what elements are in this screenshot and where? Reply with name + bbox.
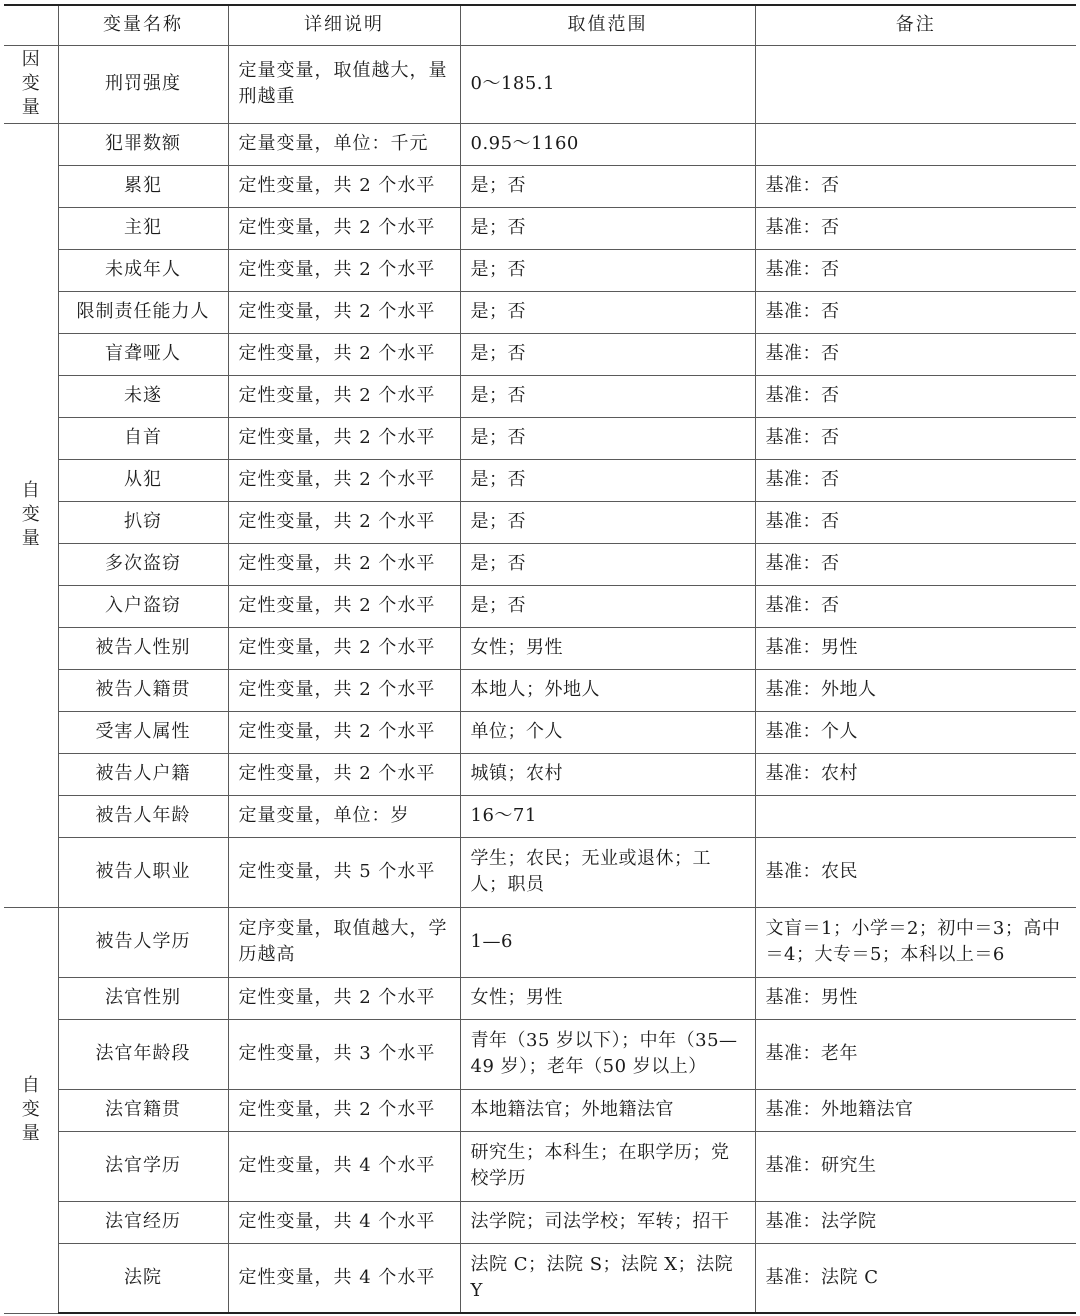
remarks-cell: 基准：男性: [755, 627, 1076, 669]
table-row: [4, 417, 1076, 459]
description-cell: 定性变量，共 2 个水平: [228, 375, 460, 417]
variable-name-cell: 法官学历: [58, 1131, 228, 1201]
description-cell: 定性变量，共 4 个水平: [228, 1131, 460, 1201]
value-range-cell: 女性；男性: [460, 627, 755, 669]
value-range-cell: 研究生；本科生；在职学历；党校学历: [460, 1131, 755, 1201]
variable-name-cell: 入户盗窃: [58, 585, 228, 627]
description-cell: 定性变量，共 2 个水平: [228, 165, 460, 207]
table-row: [4, 977, 1076, 1019]
description-cell: 定序变量，取值越大，学历越高: [228, 907, 460, 977]
remarks-cell: 基准：研究生: [755, 1131, 1076, 1201]
variable-name-cell: 从犯: [58, 459, 228, 501]
value-range-cell: 是；否: [460, 543, 755, 585]
variable-name-cell: 被告人学历: [58, 907, 228, 977]
description-cell: 定性变量，共 2 个水平: [228, 543, 460, 585]
table-row: [4, 1131, 1076, 1201]
description-cell: 定性变量，共 2 个水平: [228, 459, 460, 501]
remarks-cell: [755, 123, 1076, 165]
table-row: [4, 291, 1076, 333]
variable-name-cell: 法院: [58, 1243, 228, 1313]
description-cell: 定性变量，共 2 个水平: [228, 977, 460, 1019]
variable-name-cell: 被告人籍贯: [58, 669, 228, 711]
description-cell: 定量变量，单位：千元: [228, 123, 460, 165]
remarks-cell: 基准：法院 C: [755, 1243, 1076, 1313]
variable-name-cell: 未遂: [58, 375, 228, 417]
table-row: [4, 669, 1076, 711]
remarks-cell: 基准：外地人: [755, 669, 1076, 711]
variable-table: [4, 4, 1076, 1314]
value-range-cell: 学生；农民；无业或退休；工人；职员: [460, 837, 755, 907]
value-range-cell: 城镇；农村: [460, 753, 755, 795]
value-range-cell: 16～71: [460, 795, 755, 837]
value-range-cell: 是；否: [460, 585, 755, 627]
table-row: [4, 1243, 1076, 1313]
table-row: [4, 249, 1076, 291]
variable-name-cell: 自首: [58, 417, 228, 459]
variable-name-cell: 未成年人: [58, 249, 228, 291]
value-range-cell: 是；否: [460, 207, 755, 249]
description-cell: 定性变量，共 2 个水平: [228, 585, 460, 627]
table-row: [4, 123, 1076, 165]
table-row: [4, 333, 1076, 375]
variable-name-cell: 主犯: [58, 207, 228, 249]
table-row: [4, 711, 1076, 753]
remarks-cell: 基准：男性: [755, 977, 1076, 1019]
description-cell: 定性变量，共 5 个水平: [228, 837, 460, 907]
variable-name-cell: 受害人属性: [58, 711, 228, 753]
table-row: [4, 165, 1076, 207]
variable-name-cell: 法官籍贯: [58, 1089, 228, 1131]
table-row: [4, 543, 1076, 585]
group-label: 自变量: [21, 1074, 40, 1144]
description-cell: 定性变量，共 2 个水平: [228, 711, 460, 753]
remarks-cell: 基准：农村: [755, 753, 1076, 795]
remarks-cell: [755, 45, 1076, 123]
remarks-cell: 基准：法学院: [755, 1201, 1076, 1243]
value-range-cell: 女性；男性: [460, 977, 755, 1019]
value-range-cell: 法学院；司法学校；军转；招干: [460, 1201, 755, 1243]
group-label-cell: [4, 123, 58, 907]
header-remarks: 备注: [755, 5, 1076, 45]
description-cell: 定性变量，共 4 个水平: [228, 1243, 460, 1313]
table-row: [4, 837, 1076, 907]
variable-name-cell: 刑罚强度: [58, 45, 228, 123]
value-range-cell: 是；否: [460, 459, 755, 501]
remarks-cell: 基准：否: [755, 375, 1076, 417]
description-cell: 定量变量，单位：岁: [228, 795, 460, 837]
variable-name-cell: 法官性别: [58, 977, 228, 1019]
value-range-cell: 是；否: [460, 249, 755, 291]
remarks-cell: 基准：否: [755, 333, 1076, 375]
description-cell: 定性变量，共 2 个水平: [228, 669, 460, 711]
remarks-cell: 基准：否: [755, 417, 1076, 459]
variable-name-cell: 被告人职业: [58, 837, 228, 907]
description-cell: 定性变量，共 2 个水平: [228, 753, 460, 795]
value-range-cell: 法院 C；法院 S；法院 X；法院 Y: [460, 1243, 755, 1313]
table-row: [4, 795, 1076, 837]
value-range-cell: 青年（35 岁以下）；中年（35—49 岁）；老年（50 岁以上）: [460, 1019, 755, 1089]
remarks-cell: 基准：外地籍法官: [755, 1089, 1076, 1131]
description-cell: 定性变量，共 2 个水平: [228, 249, 460, 291]
header-variable-name: 变量名称: [58, 5, 228, 45]
header-row: [4, 5, 1076, 45]
remarks-cell: 基准：否: [755, 207, 1076, 249]
table-row: [4, 1089, 1076, 1131]
table-row: [4, 375, 1076, 417]
value-range-cell: 是；否: [460, 291, 755, 333]
remarks-cell: 基准：个人: [755, 711, 1076, 753]
header-value-range: 取值范围: [460, 5, 755, 45]
remarks-cell: 基准：否: [755, 501, 1076, 543]
table-row: [4, 627, 1076, 669]
variable-name-cell: 限制责任能力人: [58, 291, 228, 333]
variable-name-cell: 多次盗窃: [58, 543, 228, 585]
table-row: [4, 907, 1076, 977]
table-row: [4, 1201, 1076, 1243]
value-range-cell: 本地籍法官；外地籍法官: [460, 1089, 755, 1131]
description-cell: 定性变量，共 2 个水平: [228, 207, 460, 249]
header-group-cell: [4, 5, 58, 45]
value-range-cell: 0～185.1: [460, 45, 755, 123]
table-row: [4, 501, 1076, 543]
value-range-cell: 是；否: [460, 165, 755, 207]
remarks-cell: 基准：否: [755, 291, 1076, 333]
description-cell: 定性变量，共 2 个水平: [228, 417, 460, 459]
value-range-cell: 是；否: [460, 417, 755, 459]
table-row: [4, 753, 1076, 795]
value-range-cell: 单位；个人: [460, 711, 755, 753]
variable-name-cell: 盲聋哑人: [58, 333, 228, 375]
variable-name-cell: 犯罪数额: [58, 123, 228, 165]
table-row: [4, 1019, 1076, 1089]
header-description: 详细说明: [228, 5, 460, 45]
variable-name-cell: 累犯: [58, 165, 228, 207]
variable-name-cell: 法官经历: [58, 1201, 228, 1243]
table-row: [4, 45, 1076, 123]
variable-name-cell: 法官年龄段: [58, 1019, 228, 1089]
description-cell: 定性变量，共 2 个水平: [228, 333, 460, 375]
table-row: [4, 207, 1076, 249]
remarks-cell: 文盲＝1；小学＝2；初中＝3；高中＝4；大专＝5；本科以上＝6: [755, 907, 1076, 977]
description-cell: 定性变量，共 2 个水平: [228, 1089, 460, 1131]
value-range-cell: 0.95～1160: [460, 123, 755, 165]
variable-name-cell: 被告人户籍: [58, 753, 228, 795]
group-label-cell: [4, 45, 58, 123]
value-range-cell: 是；否: [460, 375, 755, 417]
description-cell: 定性变量，共 2 个水平: [228, 501, 460, 543]
description-cell: 定性变量，共 4 个水平: [228, 1201, 460, 1243]
value-range-cell: 1—6: [460, 907, 755, 977]
group-label: 因变量: [21, 48, 40, 118]
group-label: 自变量: [21, 479, 40, 549]
description-cell: 定性变量，共 2 个水平: [228, 291, 460, 333]
remarks-cell: 基准：否: [755, 459, 1076, 501]
description-cell: 定性变量，共 2 个水平: [228, 627, 460, 669]
value-range-cell: 是；否: [460, 501, 755, 543]
value-range-cell: 是；否: [460, 333, 755, 375]
remarks-cell: [755, 795, 1076, 837]
remarks-cell: 基准：否: [755, 165, 1076, 207]
remarks-cell: 基准：否: [755, 585, 1076, 627]
variable-name-cell: 扒窃: [58, 501, 228, 543]
table-row: [4, 585, 1076, 627]
variable-name-cell: 被告人年龄: [58, 795, 228, 837]
variable-name-cell: 被告人性别: [58, 627, 228, 669]
group-label-cell: [4, 907, 58, 1313]
remarks-cell: 基准：农民: [755, 837, 1076, 907]
remarks-cell: 基准：老年: [755, 1019, 1076, 1089]
description-cell: 定性变量，共 3 个水平: [228, 1019, 460, 1089]
table-row: [4, 459, 1076, 501]
value-range-cell: 本地人；外地人: [460, 669, 755, 711]
description-cell: 定量变量，取值越大，量刑越重: [228, 45, 460, 123]
remarks-cell: 基准：否: [755, 543, 1076, 585]
remarks-cell: 基准：否: [755, 249, 1076, 291]
